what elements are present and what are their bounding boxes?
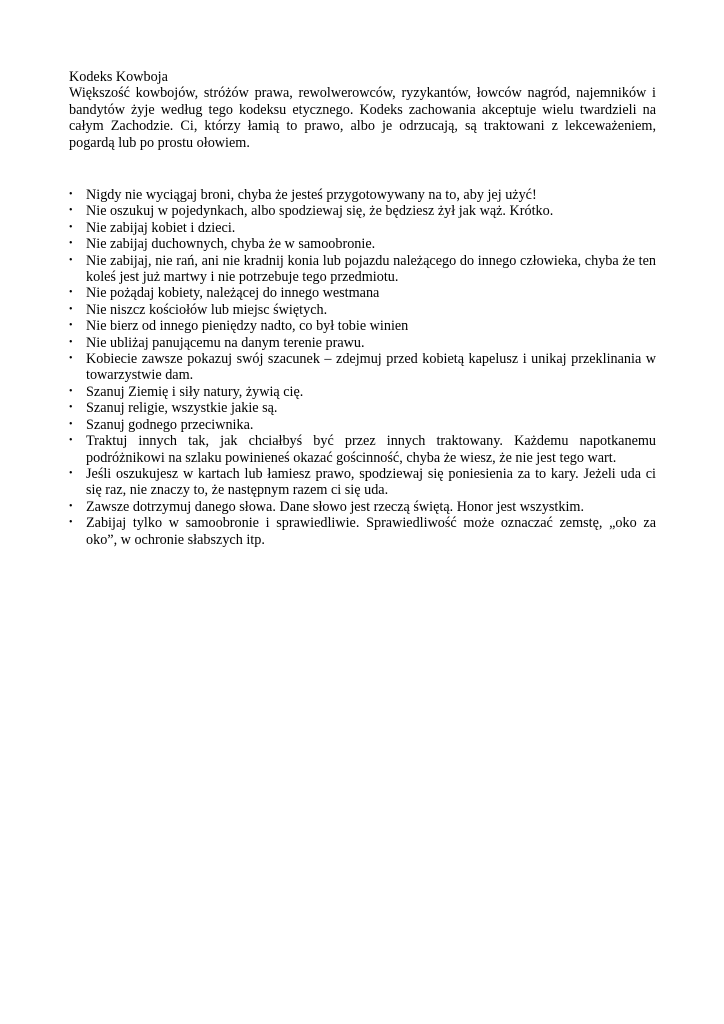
intro-paragraph: Większość kowbojów, stróżów prawa, rewolwerowców, ryzykantów, łowców nagród, najemników i bandytów żyje według tego kodeksu etycznego. Kodeks zachowania akceptuje wielu twardzieli na całym Zachodzie. Ci, którzy łamią to prawo, albo je odrzucają, są traktowani z lekceważeniem, pogardą lub po prostu ołowiem. [69, 85, 656, 151]
bullet-icon: • [69, 435, 73, 447]
rule-item [69, 499, 656, 515]
rule-item [69, 236, 656, 252]
bullet-icon: • [69, 500, 73, 512]
bullet-icon: • [69, 238, 73, 250]
rule-text: Traktuj innych tak, jak chciałbyś być przez innych traktowany. Każdemu napotkanemu podróżnikowi na szlaku powinieneś okazać gościnność, chyba że wiesz, że nie jest tego wart. [86, 433, 656, 466]
rule-item [69, 384, 656, 400]
rule-item [69, 351, 656, 384]
bullet-icon: • [69, 418, 73, 430]
rule-text: Kobiecie zawsze pokazuj swój szacunek – zdejmuj przed kobietą kapelusz i unikaj przeklinania w towarzystwie dam. [86, 351, 656, 384]
bullet-icon: • [69, 254, 73, 266]
rule-text: Nigdy nie wyciągaj broni, chyba że jesteś przygotowywany na to, aby jej użyć! [86, 187, 537, 203]
rule-text: Nie ubliżaj panującemu na danym terenie prawu. [86, 334, 365, 351]
rule-text: Nie zabijaj, nie rań, ani nie kradnij konia lub pojazdu należącego do innego człowieka, chyba że ten koleś jest już martwy i nie potrzebuje tego przedmiotu. [86, 252, 656, 286]
document-page [69, 69, 656, 548]
bullet-icon: • [69, 385, 73, 397]
bullet-icon: • [69, 287, 73, 299]
rule-item [69, 285, 656, 301]
bullet-icon: • [69, 189, 73, 200]
rule-item [69, 466, 656, 499]
rule-item [69, 302, 656, 318]
bullet-icon: • [69, 303, 73, 315]
bullet-icon: • [69, 221, 73, 233]
rule-text: Nie oszukuj w pojedynkach, albo spodziewaj się, że będziesz żył jak wąż. Krótko. [86, 203, 554, 220]
bullet-icon: • [69, 517, 73, 529]
rule-text: Szanuj religie, wszystkie jakie są. [86, 400, 278, 417]
rule-item [69, 220, 656, 236]
rule-item [69, 433, 656, 466]
bullet-icon: • [69, 467, 73, 479]
document-title: Kodeks Kowboja [69, 69, 168, 85]
rule-item [69, 318, 656, 334]
bullet-icon: • [69, 336, 73, 348]
rule-text: Nie niszcz kościołów lub miejsc świętych. [86, 301, 328, 318]
rule-text: Jeśli oszukujesz w kartach lub łamiesz prawo, spodziewaj się poniesienia za to kary. Jeżeli uda ci się raz, nie znaczy to, że następnym razem ci się uda. [86, 465, 656, 499]
rule-item [69, 417, 656, 433]
rules-list [69, 187, 656, 548]
bullet-icon: • [69, 205, 73, 217]
rule-text: Szanuj godnego przeciwnika. [86, 416, 254, 433]
bullet-icon: • [69, 402, 73, 414]
rule-item [69, 335, 656, 351]
rule-item [69, 400, 656, 416]
rule-item [69, 253, 656, 286]
bullet-icon: • [69, 353, 73, 365]
rule-text: Zabijaj tylko w samoobronie i sprawiedliwie. Sprawiedliwość może oznaczać zemstę, „oko za oko”, w ochronie słabszych itp. [86, 515, 656, 548]
rule-text: Nie zabijaj kobiet i dzieci. [86, 219, 236, 236]
rule-text: Nie bierz od innego pieniędzy nadto, co był tobie winien [86, 318, 409, 335]
rule-text: Nie zabijaj duchownych, chyba że w samoobronie. [86, 236, 376, 253]
rule-item [69, 187, 656, 203]
rule-item [69, 203, 656, 219]
rule-text: Nie pożądaj kobiety, należącej do innego westmana [86, 285, 380, 302]
rule-text: Szanuj Ziemię i siły natury, żywią cię. [86, 383, 304, 400]
rule-item [69, 515, 656, 548]
bullet-icon: • [69, 320, 73, 332]
rule-text: Zawsze dotrzymuj danego słowa. Dane słowo jest rzeczą świętą. Honor jest wszystkim. [86, 498, 584, 515]
